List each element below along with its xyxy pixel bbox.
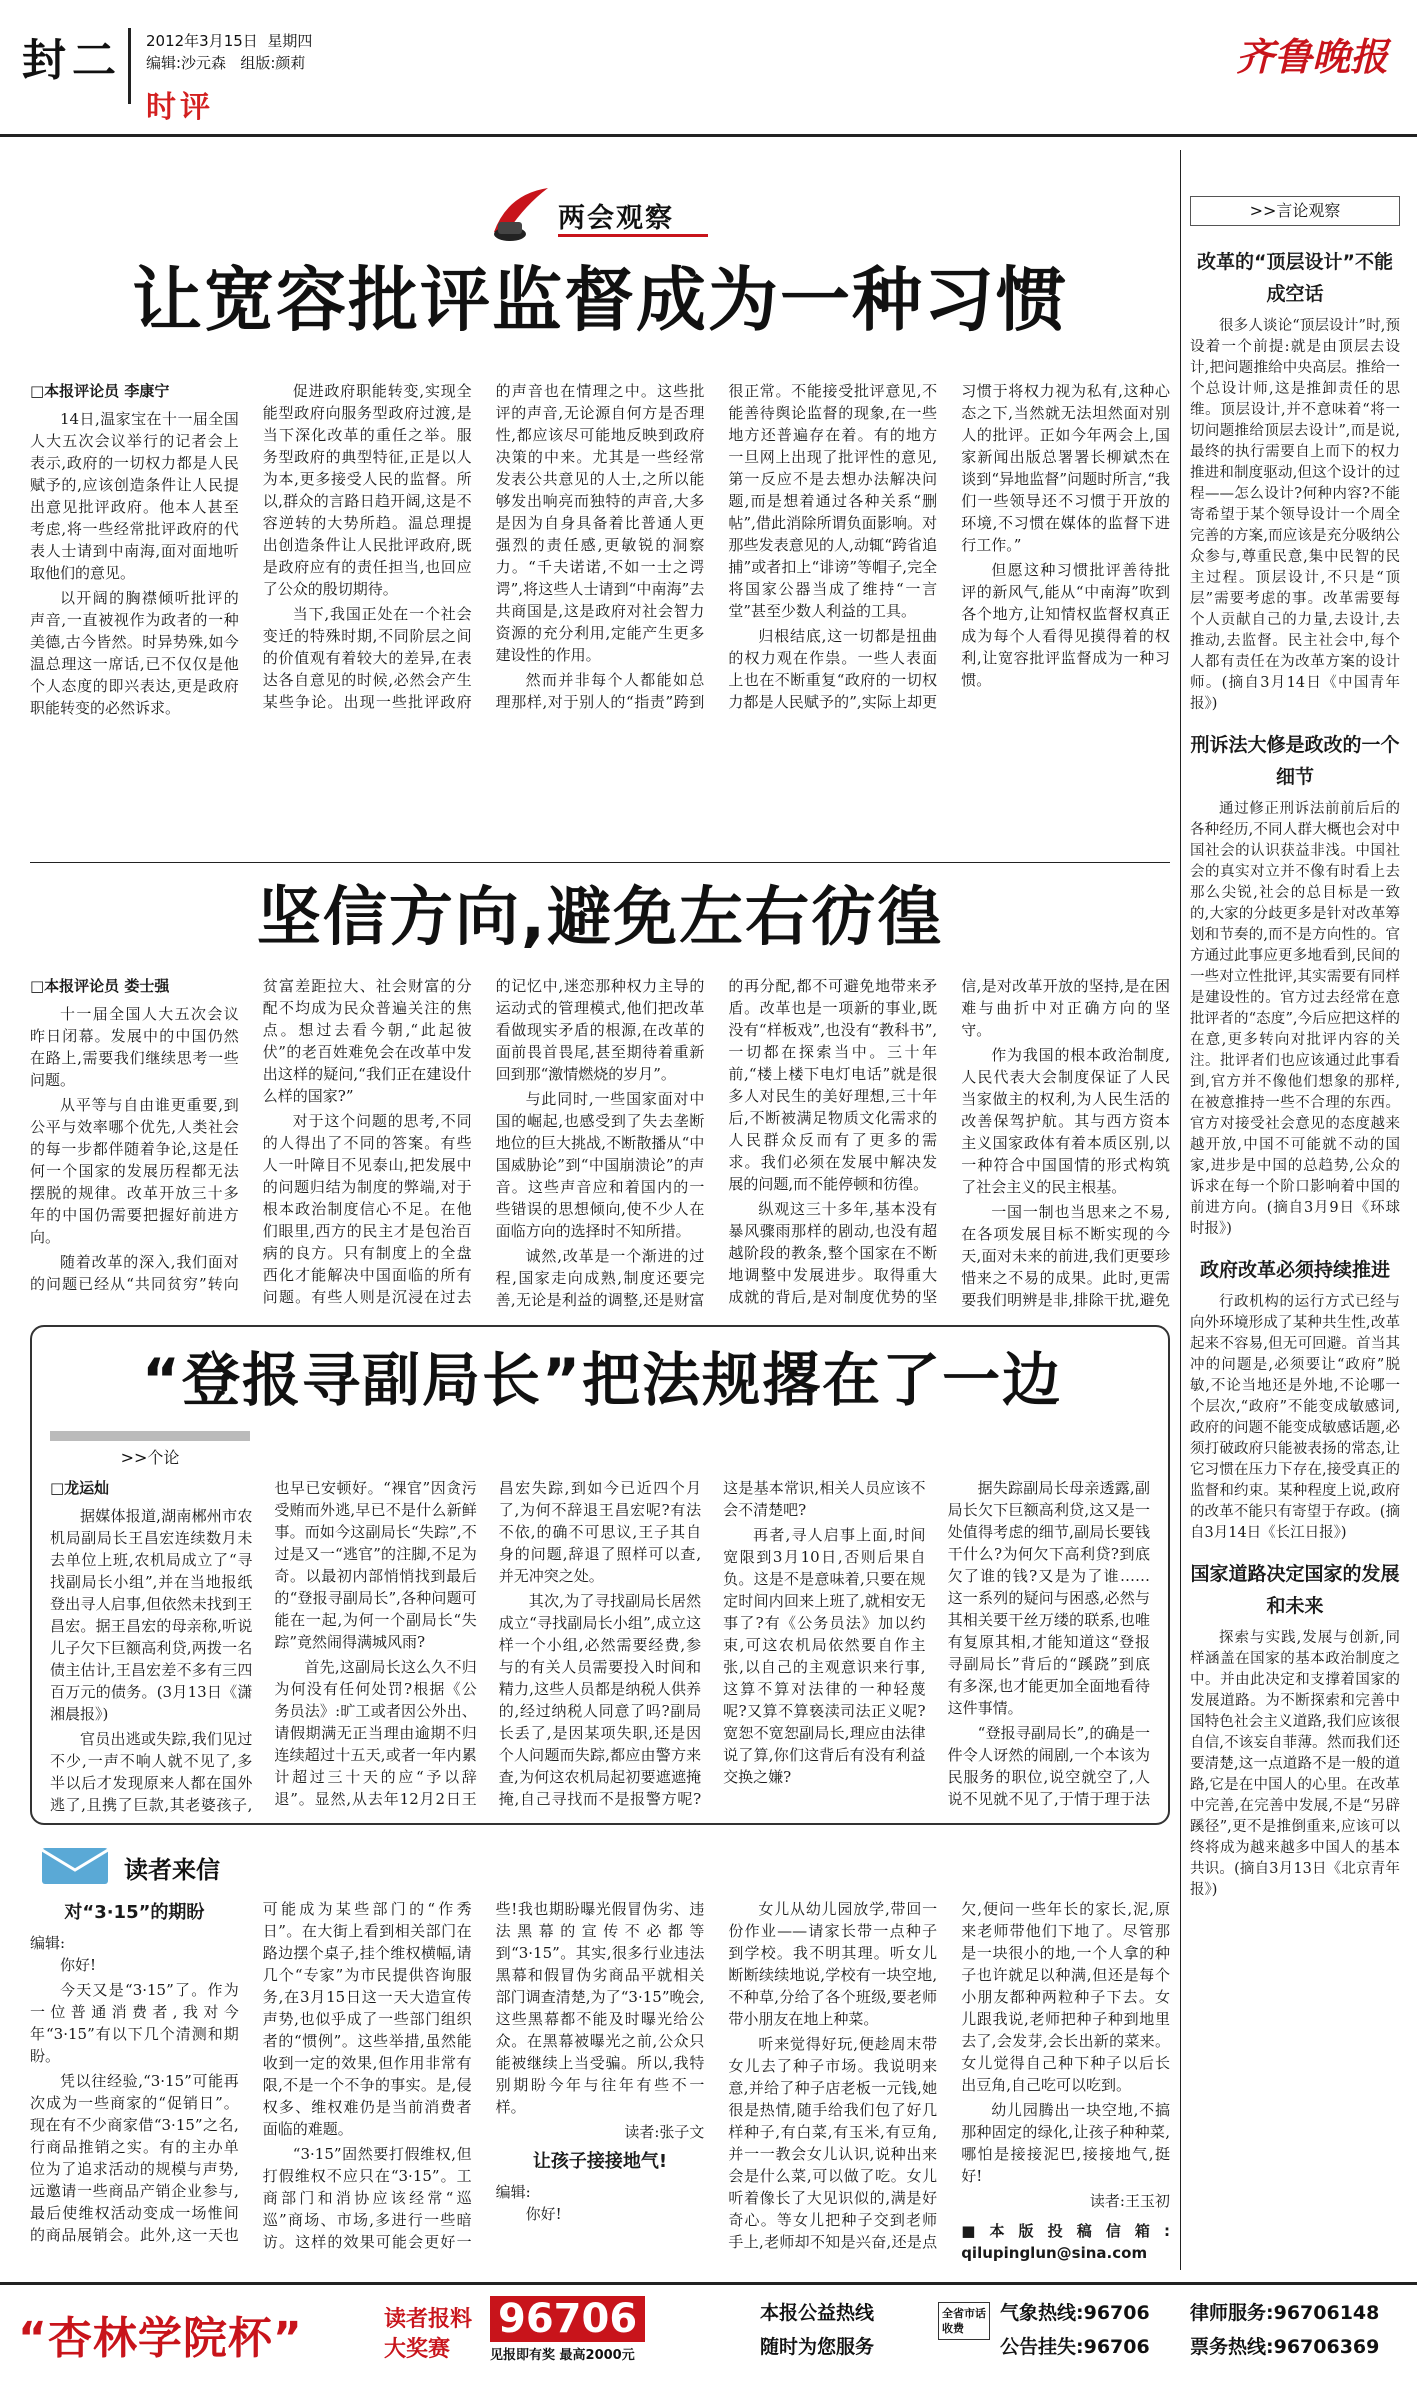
article2-paragraph: 对于这个问题的思考,不同的人得出了不同的答案。有些人一叶障目不见泰山,把发展中的问题归结为制度的弊端,对于根本政治制度信心不足。在他们眼里,西方的民主才是包治百病的良方。只有制度上的全盘西化才能解决中国面临的所有问题。有些人则是沉浸在过去的记忆中,迷恋那种权力主导的运动式的管理模式,他们把改革看做现实矛盾的根源,在改革的面前畏首畏尾,甚至期待着重新回到那“激情燃烧的岁月”。 [262, 977, 705, 1306]
letter1-paragraph: 今天又是“3·15”了。作为一位普通消费者,我对今年“3·15”有以下几个清测和期盼。 [30, 1981, 239, 2065]
ad-sub2: 大奖赛 [384, 2337, 451, 2362]
article2-paragraph: 随着改革的深入,我们面对的问题已经从“共同贫穷”转向贫富差距拉大、社会财富的分配不均成为民众普遍关注的焦点。想过去看今朝,“此起彼伏”的老百姓难免会在改革中发出这样的疑问,“我们正在建设什么样的国家?” [30, 977, 472, 1293]
article2-paragraph: 十一届全国人大五次会议昨日闭幕。发展中的中国仍然在路上,需要我们继续思考一些问题。 [30, 1005, 239, 1089]
article3-paragraph: 据媒体报道,湖南郴州市农机局副局长王昌宏连续数月未去单位上班,农机局成立了“寻找副局长小组”,并在当地报纸登出寻人启事,但依然未找到王昌宏。据王昌宏的母亲称,听说儿子欠下巨额高利贷,两拨一名债主估计,王昌宏差不多有三四百万元的债务。(3月13日《潇湘晨报》) [50, 1507, 253, 1723]
label-bar [50, 1431, 250, 1441]
column-label: >>个论 [120, 1448, 180, 1467]
footer-ad [10, 2292, 690, 2372]
submission-email [961, 2220, 1170, 2264]
article1-paragraph: 然而并非每个人都能如总理那样,对于别人的“指责”跨到很正常。不能接受批评意见,不能善待舆论监督的现象,在一些地方还普遍存在着。有的地方一旦网上出现了批评性的意见,第一反应不是去想办法解决问题,而是想着通过各种关系“删帖”,借此消除所谓负面影响。对那些发表意见的人,动辄“跨省追捕”或者扣上“诽谤”等帽子,完全将国家公器当成了维持“一言堂”甚至少数人利益的工具。 [495, 382, 938, 711]
ad-phone[interactable]: 96706 [490, 2296, 645, 2342]
feature-banner [488, 182, 738, 244]
ink-brush-icon [488, 182, 558, 244]
article2-title: 坚信方向,避免左右彷徨 [256, 881, 944, 955]
article3-box [30, 1325, 1170, 1825]
sidebar-item-title: 改革的“顶层设计”不能成空话 [1197, 251, 1393, 305]
sidebar-item-title: 刑诉法大修是政改的一个细节 [1190, 734, 1400, 788]
page-header [0, 0, 1417, 140]
letter1-greeting: 你好! [60, 1956, 97, 1974]
sidebar-item-title: 国家道路决定国家的发展和未来 [1190, 1563, 1400, 1617]
ad-tag: 见报即有奖 最高2000元 [490, 2348, 635, 2363]
article3-byline: □龙运灿 [50, 1479, 110, 1497]
article2-body [30, 975, 1170, 1315]
notice-number[interactable]: 96706 [1083, 2336, 1150, 2358]
article3-paragraph: 官员出逃或失踪,我们见过不少,一声不响人就不见了,多半以后才发现原来人都在国外逃了,且携了巨款,其老婆孩子,也早已安顿好。“裸官”因贪污受贿而外逃,早已不是什么新鲜事。而如今这副局长“失踪”,不过是又一“逃官”的注脚,不足为奇。以最初内部悄悄找到最后的“登报寻副局长”,各种问题可能在一起,为何一个副局长“失踪”竟然闹得满城风雨? [50, 1479, 477, 1814]
ticket-label: 票务热线: [1190, 2336, 1274, 2358]
article1-paragraph: 归根结底,这一切都是扭曲的权力观在作祟。一些人表面上也在不断重复“政府的一切权力都是人民赋予的”,实际上却更习惯于将权力视为私有,这种心态之下,当然就无法坦然面对别人的批评。正如今年两会上,国家新闻出版总署署长柳斌杰在谈到“异地监督”问题时所言,“我们一些领导还不习惯于开放的环境,不习惯在媒体的监督下进行工作。” [728, 382, 1170, 711]
weather-label: 气象热线: [1000, 2302, 1084, 2324]
article1-paragraph: 14日,温家宝在十一届全国人大五次会议举行的记者会上表示,政府的一切权力都是人民赋予的,应该创造条件让人民提出意见批评政府。他本人甚至考虑,将一些经常批评政府的代表人士请到中南海,面对面地听取他们的意见。 [30, 410, 239, 582]
article2-paragraph: 从平等与自由谁更重要,到公平与效率哪个优先,人类社会的每一步都伴随着争论,这是任何一个国家的发展历程都无法摆脱的规律。改革开放三十多年的中国仍需要把握好前进方向。 [30, 1096, 239, 1246]
lawyer-number[interactable]: 96706148 [1273, 2302, 1380, 2324]
article3-label [50, 1431, 250, 1468]
sidebar-item-text: 探索与实践,发展与创新,同样涵盖在国家的基本政治制度之中。并由此决定和支撑着国家的发展道路。为不断探索和完善中国特色社会主义道路,我们应该很自信,不该妄自菲薄。然而我们还要清楚,这一点道路不是一般的道路,它是在中国人的心里。在改革中完善,在完善中发展,不是“另辟蹊径”,更不是推倒重来,应该可以终将成为越来越多中国人的基本共识。(摘自3月13日《北京青年报》) [1190, 1630, 1400, 1898]
letter1-paragraph: “3·15”固然要打假维权,但打假维权不应只在“3·15”。工商部门和消协应该经常“巡巡”商场、市场,多进行一些暗访。这样的效果可能会更好一些!我也期盼曝光假冒伪劣、违法黑幕的宣传不必都等到“3·15”。其实,很多行业违法黑幕和假冒伪劣商品平就相关部门调查清楚,为了“3·15”晚会,这些黑幕都不能及时曝光给公众。在黑幕被曝光之前,公众只能被继续上当受骗。所以,我特别期盼今年与往年有些不一样。 [262, 1900, 705, 2251]
header-divider [128, 28, 131, 104]
ad-sub1: 读者报料 [384, 2307, 473, 2332]
weather-number[interactable]: 96706 [1083, 2302, 1150, 2324]
article1-paragraph: 促进政府职能转变,实现全能型政府向服务型政府过渡,是当下深化改革的重任之举。服务型政府的典型特征,正是以人为本,更多接受人民的监督。所以,群众的言路日趋开阔,这是不容逆转的大势所趋。温总理提出创造条件让人民批评政府,既是政府应有的责任担当,也回应了公众的殷切期待。 [262, 382, 472, 598]
article3-title: “登报寻副局长”把法规撂在了一边 [141, 1346, 1063, 1414]
letter2-greeting: 你好! [525, 2205, 562, 2223]
reader-letters-body [30, 1898, 1170, 2270]
footer-rule [0, 2282, 1417, 2285]
envelope-icon [40, 1842, 110, 1888]
sidebar-divider [1180, 150, 1181, 2270]
letter2-paragraph: 女儿从幼儿园放学,带回一份作业——请家长带一点种子到学校。我不明其理。听女儿断断续续地说,学校有一块空地,不种草,分给了各个班级,要老师带小朋友在地上种菜。 [728, 1900, 938, 2028]
article3-body [50, 1477, 1150, 1817]
sidebar-item-text: 很多人谈论“顶层设计”时,预设着一个前提:就是由顶层去设计,把问题推给中央高层。推给一个总设计师,这是推卸责任的思维。顶层设计,并不意味着“将一切问题推给顶层去设计”,而是说,最终的执行需要自上而下的权力推进和制度驱动,但这个设计的过程——怎么设计?何种内容?不能寄希望于某个领导设计一个周全完善的方案,而应该是充分吸纳公众参与,尊重民意,集中民智的民主过程。顶层设计,不只是“顶层”需要考虑的事。改革需要每个人贡献自己的力量,去设计,去推动,去监督。民主社会中,每个人都有责任在为改革方案的设计师。(摘自3月14日《中国青年报》) [1190, 318, 1400, 712]
letter1-paragraph: 凭以往经验,“3·15”可能再次成为一些商家的“促销日”。现在有不少商家借“3·15”之名,行商品推销之实。有的主办单位为了追求活动的规模与声势,远邀请一些商品产销企业参与,最后使维权活动变成一场惟间的商品展销会。此外,这一天也可能成为某些部门的“作秀日”。在大街上看到相关部门在路边摆个桌子,挂个维权横幅,请几个“专家”为市民提供咨询服务,在3月15日这一天大造宣传声势,也似乎成了一些部门组织者的“惯例”。这些举措,虽然能收到一定的效果,但作用非常有限,不是一个不争的事实。是,侵权多、维权难仍是当前消费者面临的难题。 [30, 1900, 472, 2244]
article2-paragraph: 一国一制也当思来之不易,在各项发展目标不断实现的今天,面对未来的前进,我们更要珍惜来之不易的成果。此时,更需要我们明辨是非,排除干扰,避免 [961, 1203, 1170, 1309]
section-name: 时评 [146, 90, 214, 125]
article1-paragraph: 当下,我国正处在一个社会变迁的特殊时期,不同阶层之间的价值观有着较大的差异,在表达各自意见的时候,必然会产生某些争论。出现一些批评政府的声音也在情理之中。这些批评的声音,无论源自何方是否理性,都应该尽可能地反映到政府决策的中来。尤其是一些经常发表公共意见的人士,之所以能够发出响亮而独特的声音,大多是因为自身具备着比普通人更强烈的责任感,更敏锐的洞察力。“千夫诺诺,不如一士之谔谔”,将这些人士请到“中南海”去共商国是,这是政府对社会智力资源的充分利用,定能产生更多建设性的作用。 [262, 382, 705, 711]
letter1-salutation: 编辑: [30, 1934, 66, 1952]
article1-paragraph: 以开阔的胸襟倾听批评的声音,一直被视作为政者的一种美德,古今皆然。时异势殊,如今温总理这一席话,已不仅仅是他个人态度的即兴表达,更是政府职能转变的必然诉求。 [30, 589, 239, 717]
ticket-number[interactable]: 96706369 [1273, 2336, 1380, 2358]
notice-line [1000, 2332, 1150, 2359]
letter2-paragraph: 听来觉得好玩,便趁周末带女儿去了种子市场。我说明来意,并给了种子店老板一元钱,她很是热情,随手给我们包了好几样种子,有白菜,有玉米,有豆角,并一一教会女儿认识,说种出来会是什么菜,可以做了吃。女儿听着像长了大见识似的,满是好奇心。等女儿把种子交到老师手上,老师却不知是兴奋,还是点欠,便问一些年长的家长,泥,原来老师带他们下地了。尽管那是一块很小的地,一个人拿的种子也许就足以种满,但还是每个小朋友都种两粒种子下去。女儿跟我说,老师把种子种到地里去了,会发芽,会长出新的菜来。女儿觉得自己种下种子以后长出豆角,自己吃可以吃到。 [728, 1900, 1170, 2251]
hotline-sub: 随时为您服务 [760, 2336, 875, 2358]
footer-hotlines [760, 2296, 1410, 2372]
date: 2012年3月15日 [146, 32, 258, 50]
lawyer-line [1190, 2298, 1379, 2325]
banner-underline [558, 234, 708, 237]
article-divider [30, 862, 1170, 863]
ticket-line [1190, 2332, 1379, 2359]
banner-label: 两会观察 [558, 203, 674, 234]
reader-letters-header [40, 1838, 300, 1894]
ad-title: “杏林学院杯” [18, 2313, 303, 2364]
letter1-signature: 读者:张子文 [624, 2123, 705, 2141]
editor: 编辑:沙元森 [146, 54, 227, 72]
hotline-label: 本报公益热线 [760, 2302, 875, 2324]
reader-letters-title: 读者来信 [124, 1856, 220, 1884]
header-rule [0, 134, 1417, 137]
article3-paragraph: “登报寻副局长”,的确是一件令人讶然的闹剧,一个本该为民服务的职位,说空就空了,人说不见就不见了,于情于理于法 [947, 1724, 1150, 1808]
sidebar-item-title: 政府改革必须持续推进 [1199, 1259, 1390, 1281]
letter2-title: 让孩子接接地气! [532, 2151, 668, 2172]
lawyer-label: 律师服务: [1190, 2302, 1274, 2324]
article2-paragraph: 诚然,改革是一个渐进的过程,国家走向成熟,制度还要完善,无论是利益的调整,还是财富的再分配,都不可避免地带来矛盾。改革也是一项新的事业,既没有“样板戏”,也没有“教科书”,一切都在探索当中。三十年前,“楼上楼下电灯电话”就是很多人对民生的美好理想,三十年后,不断被满足物质文化需求的人民群众反而有了更多的需求。我们必须在发展中解决发展的问题,而不能停顿和彷徨。 [495, 977, 938, 1309]
weekday: 星期四 [267, 32, 313, 50]
sidebar-item-text: 行政机构的运行方式已经与向外环境形成了某种共生性,改革起来不容易,但无可回避。首当其冲的问题是,必须要让“政府”脱敏,不论当地还是外地,不论哪一个层次,“政府”不能变成敏感词,政府的问题不能变成敏感话题,必须打破政府只能被表扬的常态,让它习惯在压力下存在,接受真正的监督和约束。某种程度上说,政府的改革不能只有寄望于存政。(摘自3月14日《长江日报》) [1190, 1294, 1400, 1541]
sidebar-label: >>言论观察 [1249, 201, 1341, 220]
article3-paragraph: 其次,为了寻找副局长居然成立“寻找副局长小组”,成立这样一个小组,必然需要经费,参与的有关人员需要投入时间和精力,这些人员都是纳税人供养的,经过纳税人同意了吗?副局长丢了,是因某项失职,还是因个人问题而失踪,都应由警方来查,为何这农机局起初要遮遮掩掩,自己寻找而不是报警方呢?这是基本常识,相关人员应该不会不清楚吧? [498, 1479, 926, 1808]
page-label: 封二 [22, 35, 122, 86]
issue-date [146, 30, 312, 51]
letter1-title: 对“3·15”的期盼 [64, 1902, 205, 1923]
article1-title: 让宽容批评监督成为一种习惯 [132, 259, 1068, 341]
article2-byline: □本报评论员 娄士强 [30, 977, 170, 995]
article1-body [30, 380, 1170, 850]
letter2-salutation: 编辑: [495, 2183, 531, 2201]
article2-paragraph: 纵观这三十多年,基本没有暴风骤雨那样的剧动,也没有超越阶段的教条,整个国家在不断地调整中发展进步。取得重大成就的背后,是对制度优势的坚信,是对改革开放的坚持,是在困难与曲折中对正确方向的坚守。 [728, 977, 1170, 1306]
weather-line [1000, 2298, 1150, 2325]
sidebar-content [1190, 232, 1400, 2262]
article2-paragraph: 作为我国的根本政治制度,人民代表大会制度保证了人民当家做主的权利,为人民生活的改善保驾护航。其与西方资本主义国家政体有着本质区别,以一种符合中国国情的形式构筑了社会主义的民主根基。 [961, 1046, 1170, 1196]
article3-paragraph: 据失踪副局长母亲透露,副局长欠下巨额高利贷,这又是一处值得考虑的细节,副局长要钱干什么?为何欠下高利贷?到底欠了谁的钱?又是为了谁……这一系列的疑问与困惑,必然与其相关要干丝万缕的联系,也唯有复原其相,才能知道这“登报寻副局长”背后的“蹊跷”到底有多深,也才能更加全面地看待这件事情。 [947, 1479, 1150, 1717]
letter2-signature: 读者:王玉初 [1089, 2192, 1170, 2210]
article3-paragraph: 再者,寻人启事上面,时间宽限到3月10日,否则后果自负。这是不是意味着,只要在规定时间内回来上班了,就相安无事了?有《公务员法》加以约束,可这农机局依然要自作主张,以自己的主观意识来行事,这算不算对法律的一种轻蔑呢?又算不算亵渎司法正义呢?宽恕不宽恕副局长,理应由法律说了算,你们这背后有没有利益交换之嫌? [723, 1526, 926, 1786]
hotline-badge: 全省市话收费 [938, 2302, 990, 2340]
credits [146, 52, 305, 73]
email-address[interactable]: qilupinglun@sina.com [961, 2244, 1148, 2262]
letter2-paragraph: 幼儿园腾出一块空地,不搞那种固定的绿化,让孩子种种菜,哪怕是接接泥巴,接接地气,挺好! [961, 2101, 1170, 2185]
article1-paragraph: 但愿这种习惯批评善待批评的新风气,能从“中南海”吹到各个地方,让知情权监督权真正成为每个人看得见摸得着的权利,让宽容批评监督成为一种习惯。 [961, 561, 1170, 689]
article3-paragraph: 首先,这副局长这么久不归为何没有任何处罚?根据《公务员法》:旷工或者因公外出、请假期满无正当理由逾期不归连续超过十五天,或者一年内累计超过三十天的应“予以辞退”。显然,从去年12月2日王昌宏失踪,到如今已近四个月了,为何不辞退王昌宏呢?有法不依,的确不可思议,王子其自身的问题,辞退了照样可以查,并无冲突之处。 [274, 1479, 702, 1808]
email-label: ■本版投稿信箱: [961, 2222, 1170, 2240]
sidebar-label-box [1190, 196, 1400, 226]
article2-paragraph: 与此同时,一些国家面对中国的崛起,也感受到了失去垄断地位的巨大挑战,不断散播从“中国威胁论”到“中国崩溃论”的声音。这些声音应和着国内的一些错误的思想倾向,使不少人在面临方向的选择时不知所措。 [495, 1090, 705, 1240]
article1-byline: □本报评论员 李康宁 [30, 382, 170, 400]
notice-label: 公告挂失: [1000, 2336, 1084, 2358]
paper-logo: 齐鲁晚报 [1236, 34, 1389, 79]
sidebar-item-text: 通过修正刑诉法前前后后的各种经历,不同人群大概也会对中国社会的认识获益非浅。中国社会的真实对立并不像有时看上去那么尖锐,社会的总目标是一致的,大家的分歧更多是针对改革筹划和节奏的,而不是方向性的。官方通过此事应更多地看到,民间的一些对立性批评,其实需要有同样是建设性的。官方过去经常在意批评者的“态度”,今后应把这样的在意,更多转向对批评内容的关注。批评者们也应该通过此事看到,官方并不像他们想象的那样,在被意推持一些不合理的东西。官方对接受社会意见的态度越来越开放,中国不可能就不动的国家,进步是中国的总趋势,公众的诉求在每一个阶口影响着中国的前进方向。(摘自3月9日《环球时报》) [1190, 801, 1400, 1237]
layout-credit: 组版:颜莉 [240, 54, 306, 72]
